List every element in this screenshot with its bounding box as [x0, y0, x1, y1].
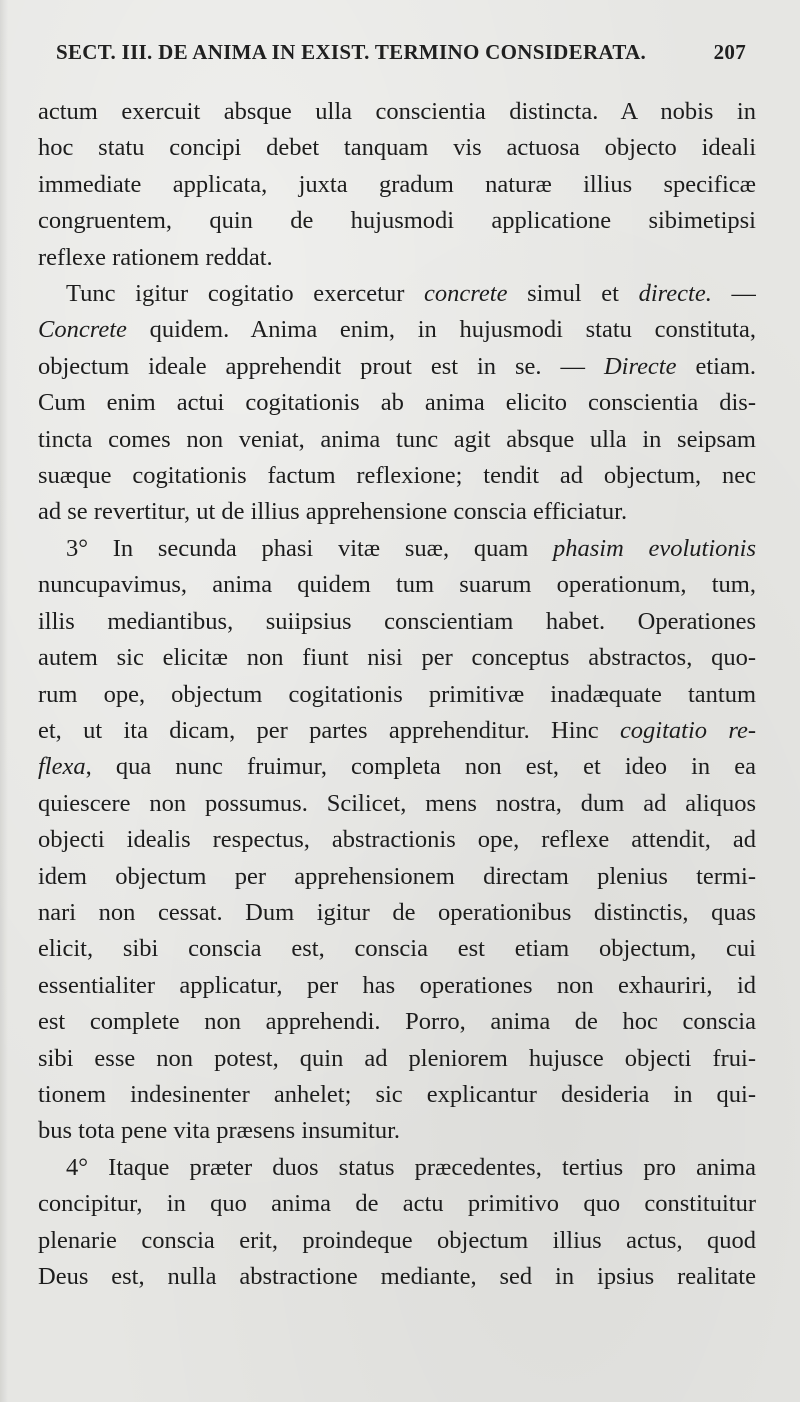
text-line [38, 167, 756, 203]
text-line [38, 713, 756, 749]
text-span: Tunc igitur cogitatio exercetur [66, 280, 425, 308]
text-span: congruentem, quin de hujusmodi applicatione sibimetipsi [38, 207, 756, 235]
running-header-title: SECT. III. DE ANIMA IN EXIST. TERMINO CONSIDERATA. [56, 40, 647, 64]
text-line [38, 1186, 756, 1222]
text-span: quiescere non possumus. Scilicet, mens nostra, dum ad aliquos [38, 789, 756, 817]
text-line [38, 1041, 756, 1077]
text-line [38, 604, 756, 640]
text-line [38, 1150, 756, 1186]
page-number: 207 [713, 40, 746, 64]
italic-text-span: Concrete [38, 316, 127, 344]
text-line [38, 531, 756, 567]
text-span: sibi esse non potest, quin ad pleniorem hujusce objecti frui- [38, 1044, 756, 1072]
text-span: hoc statu concipi debet tanquam vis actuosa objecto ideali [38, 134, 756, 162]
text-span: , qua nunc fruimur, completa non est, et ideo in ea [85, 753, 756, 781]
text-line [38, 349, 756, 385]
text-span: Cum enim actui cogitationis ab anima elicito conscientia dis- [38, 389, 756, 417]
text-span: tincta comes non veniat, anima tunc agit absque ulla in seipsam [38, 425, 756, 453]
text-line [38, 422, 756, 458]
text-span: idem objectum per apprehensionem directam plenius termi- [38, 862, 756, 890]
text-span: est complete non apprehendi. Porro, anima de hoc conscia [38, 1008, 756, 1036]
running-header [56, 40, 746, 65]
text-line [38, 94, 756, 130]
text-line [38, 494, 756, 530]
text-line [38, 1113, 756, 1149]
text-span: suæque cogitationis factum reflexione; tendit ad objectum, nec [38, 462, 756, 490]
text-line [38, 1223, 756, 1259]
text-line [38, 1259, 756, 1295]
italic-text-span: cogitatio re- [619, 716, 756, 744]
text-span: objectum ideale apprehendit prout est in se. — [38, 352, 604, 380]
text-span: Deus est, nulla abstractione mediante, sed in ipsius realitate [38, 1263, 756, 1290]
text-line [38, 640, 756, 676]
text-span: elicit, sibi conscia est, conscia est etiam objectum, cui [38, 935, 756, 963]
text-line [38, 1004, 756, 1040]
text-span: 4° Itaque præter duos status præcedentes, tertius pro anima [66, 1153, 756, 1181]
text-span: plenarie conscia erit, proindeque objectum illius actus, quod [38, 1226, 756, 1254]
italic-text-span: flexa [38, 753, 86, 781]
text-line [38, 749, 756, 785]
text-line [38, 240, 756, 276]
text-span: objecti idealis respectus, abstractionis ope, reflexe attendit, ad [38, 826, 756, 854]
text-span: etiam. [676, 352, 756, 380]
text-span: simul et [507, 280, 639, 308]
text-line [38, 276, 756, 312]
text-line [38, 130, 756, 166]
text-span: quidem. Anima enim, in hujusmodi statu constituta, [126, 316, 756, 344]
text-line [38, 458, 756, 494]
text-line [38, 786, 756, 822]
text-line [38, 859, 756, 895]
text-span: autem sic elicitæ non fiunt nisi per conceptus abstractos, quo- [38, 644, 756, 672]
text-line [38, 203, 756, 239]
italic-text-span: Directe [603, 352, 677, 380]
text-span: rum ope, objectum cogitationis primitivæ inadæquate tantum [38, 680, 756, 708]
italic-text-span: directe. [638, 280, 712, 308]
text-span: bus tota pene vita præsens insumitur. [38, 1117, 401, 1145]
text-span: 3° In secunda phasi vitæ suæ, quam [66, 534, 553, 562]
page-edge-shadow [0, 0, 8, 1402]
text-span: reflexe rationem reddat. [38, 243, 273, 271]
italic-text-span: phasim evolutionis [552, 534, 756, 562]
text-span: immediate applicata, juxta gradum naturæ illius specificæ [38, 170, 756, 198]
text-line [38, 385, 756, 421]
text-line [38, 567, 756, 603]
text-span: nuncupavimus, anima quidem tum suarum operationum, tum, [38, 571, 756, 599]
text-span: — [711, 280, 756, 308]
text-line [38, 677, 756, 713]
text-span: illis mediantibus, suiipsius conscientiam habet. Operationes [38, 607, 756, 635]
text-span: concipitur, in quo anima de actu primitivo quo constituitur [38, 1190, 756, 1218]
text-span: nari non cessat. Dum igitur de operationibus distinctis, quas [38, 898, 756, 926]
text-span: et, ut ita dicam, per partes apprehenditur. Hinc [38, 716, 620, 744]
italic-text-span: concrete [424, 280, 508, 308]
text-line [38, 931, 756, 967]
text-line [38, 895, 756, 931]
text-span: ad se revertitur, ut de illius apprehensione conscia efficiatur. [38, 498, 628, 526]
text-span: actum exercuit absque ulla conscientia distincta. A nobis in [38, 98, 756, 125]
body-text [38, 94, 756, 1295]
text-span: tionem indesinenter anhelet; sic explicantur desideria in qui- [38, 1080, 756, 1108]
text-line [38, 968, 756, 1004]
text-line [38, 312, 756, 348]
text-line [38, 822, 756, 858]
text-line [38, 1077, 756, 1113]
text-span: essentialiter applicatur, per has operationes non exhauriri, id [38, 971, 756, 999]
